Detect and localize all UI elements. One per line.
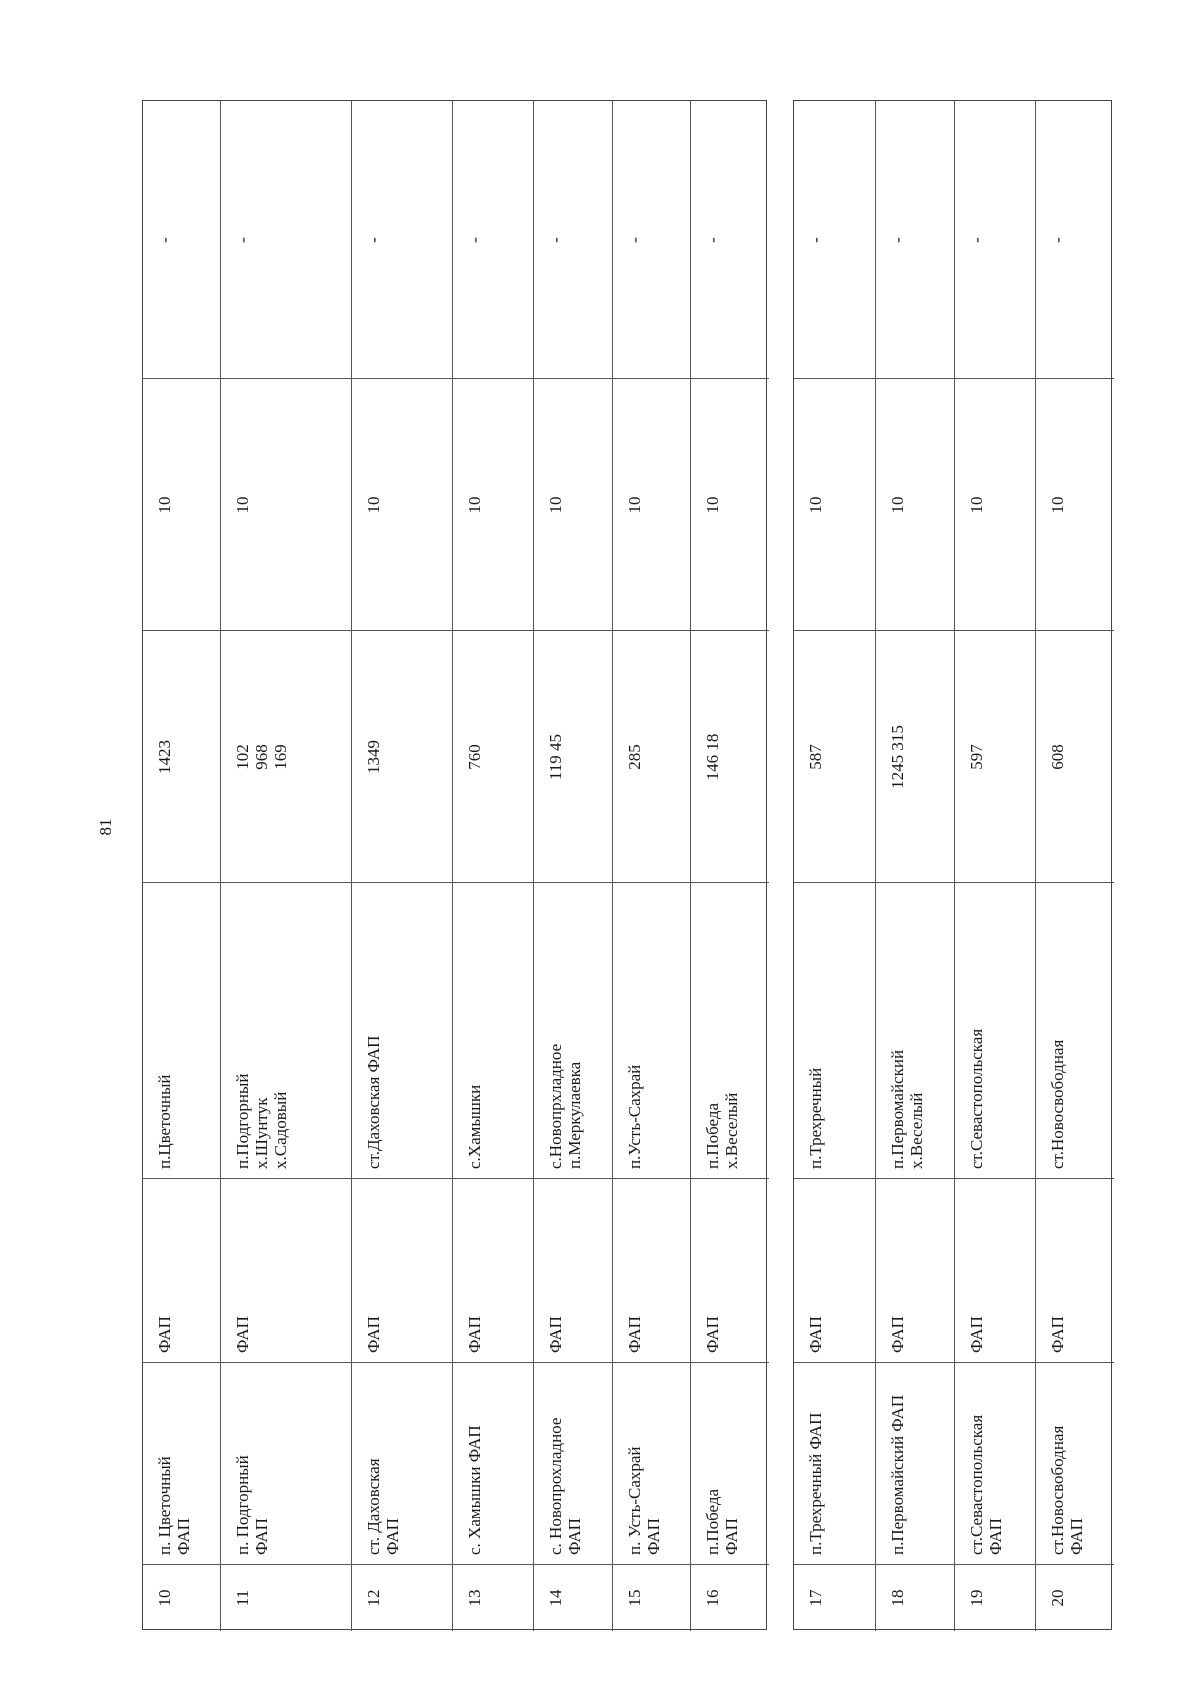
cell-extra [794,101,875,379]
cell-text: 12 [364,1589,383,1607]
cell-text: п.Победа ФАП [703,1488,741,1555]
cell-text: п.Трехречный ФАП [806,1412,825,1555]
cell-text: - [1048,237,1067,243]
cell-text: 10 [364,496,383,514]
table-row [533,101,613,1631]
table-row [143,101,220,1631]
cell-value [143,379,220,631]
cell-type [453,1179,534,1363]
cell-text: п. Цветочный ФАП [155,1456,193,1555]
cell-num [143,1565,220,1631]
cell-text: 10 [967,496,986,514]
table-row [351,101,453,1631]
cell-name [352,1363,453,1565]
cell-text: 17 [806,1589,825,1607]
cell-text: п.Победа х.Веселый [703,1092,741,1169]
cell-num [534,1565,613,1631]
cell-text: ст.Новосвободная [1048,1039,1067,1169]
cell-text: 1423 [155,740,174,774]
cell-text: 11 [233,1589,252,1607]
cell-text: п.Первомайский х.Веселый [888,1049,926,1169]
cell-settlements [1036,883,1114,1179]
cell-name [143,1363,220,1565]
cell-text: ФАП [806,1316,825,1353]
cell-text: - [888,237,907,243]
cell-name [221,1363,352,1565]
cell-population [876,631,955,883]
cell-type [352,1179,453,1363]
cell-population [613,631,691,883]
cell-extra [352,101,453,379]
cell-type [221,1179,352,1363]
cell-extra [613,101,691,379]
cell-num [221,1565,352,1631]
cell-text: 10 [155,1589,174,1607]
cell-extra [876,101,955,379]
cell-num [955,1565,1036,1631]
cell-text: п.Первомайский ФАП [888,1394,907,1555]
cell-settlements [143,883,220,1179]
cell-settlements [955,883,1036,1179]
cell-name [613,1363,691,1565]
cell-name [691,1363,769,1565]
cell-text: 16 [703,1589,722,1607]
cell-num [1036,1565,1114,1631]
table-row [1035,101,1114,1631]
cell-population [691,631,769,883]
cell-text: ФАП [155,1316,174,1353]
cell-num [691,1565,769,1631]
cell-text: 608 [1048,744,1067,770]
cell-text: ст. Даховская ФАП [364,1458,402,1555]
cell-value [691,379,769,631]
table-row [794,101,875,1631]
cell-text: - [703,237,722,243]
cell-name [534,1363,613,1565]
cell-num [613,1565,691,1631]
cell-text: 10 [233,496,252,514]
cell-population [143,631,220,883]
cell-extra [143,101,220,379]
table-bottom [793,100,1112,1630]
cell-text: 10 [155,496,174,514]
cell-population [1036,631,1114,883]
cell-extra [221,101,352,379]
cell-settlements [876,883,955,1179]
cell-text: 597 [967,744,986,770]
table-row [452,101,534,1631]
cell-text: - [233,237,252,243]
cell-settlements [221,883,352,1179]
page-number: 81 [96,818,115,836]
cell-text: 102 968 169 [233,744,290,770]
cell-name [876,1363,955,1565]
cell-num [876,1565,955,1631]
cell-settlements [352,883,453,1179]
cell-text: 10 [703,496,722,514]
cell-text: 146 18 [703,733,722,781]
cell-value [453,379,534,631]
cell-text: ФАП [546,1316,565,1353]
table-row [220,101,352,1631]
cell-text: ФАП [625,1316,644,1353]
cell-settlements [613,883,691,1179]
cell-name [955,1363,1036,1565]
cell-value [955,379,1036,631]
cell-text: ст.Севастопольская [967,1028,986,1169]
cell-extra [453,101,534,379]
cell-extra [691,101,769,379]
cell-text: - [364,237,383,243]
cell-text: 20 [1048,1589,1067,1607]
cell-text: с.Новопрхладное п.Меркулаевка [546,1043,584,1169]
cell-extra [955,101,1036,379]
table-row [954,101,1036,1631]
cell-text: п. Подгорный ФАП [233,1455,271,1555]
cell-text: 19 [967,1589,986,1607]
cell-text: п.Цветочный [155,1074,174,1169]
cell-type [613,1179,691,1363]
cell-text: 10 [1048,496,1067,514]
cell-population [955,631,1036,883]
cell-type [794,1179,875,1363]
cell-text: с.Хамышки [465,1084,484,1169]
cell-text: 15 [625,1589,644,1607]
cell-value [613,379,691,631]
cell-text: ФАП [888,1316,907,1353]
cell-text: ст.Даховская ФАП [364,1035,383,1169]
cell-text: п. Усть-Сахрай ФАП [625,1446,663,1555]
cell-name [453,1363,534,1565]
cell-population [453,631,534,883]
cell-text: 10 [806,496,825,514]
table-row [612,101,691,1631]
cell-text: п.Подгорный х.Шунтук х.Садовый [233,1073,290,1169]
cell-text: - [465,237,484,243]
cell-text: ФАП [364,1316,383,1353]
cell-text: 1245 315 [888,725,907,789]
cell-value [534,379,613,631]
table-row [690,101,769,1631]
cell-text: 10 [546,496,565,514]
cell-text: 10 [625,496,644,514]
cell-text: ФАП [703,1316,722,1353]
cell-text: ФАП [1048,1316,1067,1353]
cell-settlements [794,883,875,1179]
cell-text: - [625,237,644,243]
cell-type [534,1179,613,1363]
cell-text: 587 [806,744,825,770]
cell-value [352,379,453,631]
cell-value [1036,379,1114,631]
cell-settlements [534,883,613,1179]
cell-type [143,1179,220,1363]
cell-type [691,1179,769,1363]
cell-type [955,1179,1036,1363]
cell-value [876,379,955,631]
cell-text: 14 [546,1589,565,1607]
cell-text: - [546,237,565,243]
table-row [875,101,955,1631]
cell-population [534,631,613,883]
cell-text: - [967,237,986,243]
cell-text: с. Новопрохладное ФАП [546,1417,584,1555]
cell-num [794,1565,875,1631]
cell-text: ФАП [465,1316,484,1353]
cell-name [1036,1363,1114,1565]
cell-text: ст.Севастопольская ФАП [967,1414,1005,1555]
cell-text: ст.Новосвободная ФАП [1048,1425,1086,1555]
cell-value [221,379,352,631]
cell-text: п.Трехречный [806,1067,825,1169]
cell-settlements [691,883,769,1179]
cell-text: п.Усть-Сахрай [625,1064,644,1169]
cell-text: 10 [888,496,907,514]
cell-population [221,631,352,883]
cell-text: - [806,237,825,243]
cell-type [876,1179,955,1363]
cell-num [453,1565,534,1631]
cell-value [794,379,875,631]
cell-text: с. Хамышки ФАП [465,1425,484,1555]
table-top [142,100,767,1630]
cell-text: ФАП [967,1316,986,1353]
cell-text: 285 [625,744,644,770]
cell-text: 18 [888,1589,907,1607]
cell-text: ФАП [233,1316,252,1353]
cell-text: 10 [465,496,484,514]
cell-population [352,631,453,883]
cell-extra [1036,101,1114,379]
cell-text: 119 45 [546,733,565,781]
cell-text: 1349 [364,740,383,774]
cell-extra [534,101,613,379]
cell-settlements [453,883,534,1179]
cell-type [1036,1179,1114,1363]
cell-name [794,1363,875,1565]
cell-num [352,1565,453,1631]
cell-text: 760 [465,744,484,770]
cell-text: - [155,237,174,243]
cell-text: 13 [465,1589,484,1607]
cell-population [794,631,875,883]
